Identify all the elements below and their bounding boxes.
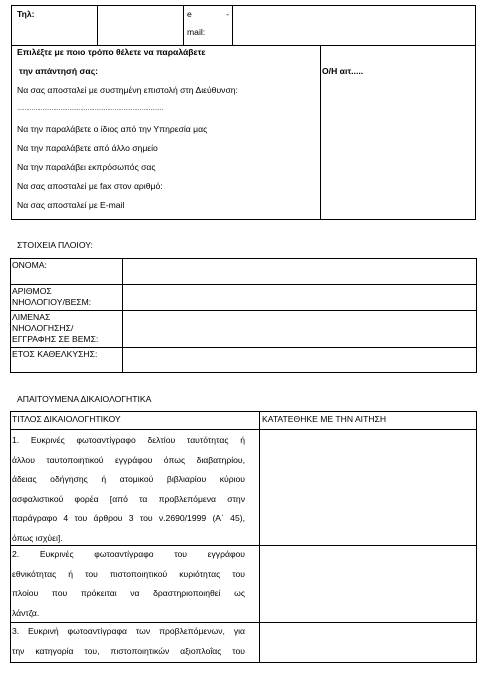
- email-label-line2: mail:: [187, 27, 206, 37]
- vessel-name-field[interactable]: [123, 259, 476, 284]
- delivery-heading-line2: την απάντησή σας:: [19, 66, 99, 76]
- phone-label: Τηλ:: [17, 9, 35, 19]
- document-2-submitted-cell[interactable]: [260, 546, 476, 622]
- delivery-option-representative[interactable]: Να την παραλάβει εκπρόσωπός σας: [17, 162, 156, 172]
- delivery-option-in-person[interactable]: Να την παραλάβετε ο ίδιος από την Υπηρεσία μας: [17, 124, 208, 134]
- launch-year-label: ΕΤΟΣ ΚΑΘΕΛΚΥΣΗΣ:: [12, 349, 98, 359]
- registry-number-field[interactable]: [123, 285, 476, 310]
- delivery-heading-line1: Επιλέξτε με ποιο τρόπο θέλετε να παραλάβετε: [17, 47, 206, 57]
- email-field[interactable]: [233, 6, 475, 45]
- document-item-3: 3. Ευκρινή φωτοαντίγραφα των προβλεπόμενων, για την κατηγορία του, πιστοποιητικών αξιοπλοΐας του: [12, 626, 245, 656]
- registry-number-label-line1: ΑΡΙΘΜΟΣ: [12, 286, 52, 296]
- document-item-2: 2. Ευκρινές φωτοαντίγραφο του εγγράφου εθνικότητας ή του πιστοποιητικού κυριότητας του πλοίου που πρόκειται να δραστηριοποιηθεί ως λάντζα.: [12, 549, 245, 618]
- phone-field[interactable]: [98, 6, 183, 45]
- vessel-name-label: ΟΝΟΜΑ:: [12, 260, 47, 270]
- address-dotted-line[interactable]: ………………………………………………………………………: [17, 106, 163, 112]
- document-1-submitted-cell[interactable]: [260, 430, 476, 545]
- delivery-option-registered-mail[interactable]: Να σας αποσταλεί με συστημένη επιστολή στη Διεύθυνση:: [17, 85, 238, 95]
- launch-year-field[interactable]: [123, 348, 476, 372]
- document-item-1: 1. Ευκρινές φωτοαντίγραφο δελτίου ταυτότητας ή άλλου ταυτοποιητικού εγγράφου όπως διαβατηρίου, άδειας οδήγησης ή ατομικού βιβλιαρίου κύριου ασφαλιστικού φορέα [από τα προβλεπόμενα στην παράγραφο 4 του άρθρου 3 του ν.2690/1999 (Α΄ 45), όπως ισχύει].: [12, 435, 245, 543]
- registry-port-label-line2: ΝΗΟΛΟΓΗΣΗΣ/: [12, 323, 74, 333]
- vessel-section-title: ΣΤΟΙΧΕΙΑ ΠΛΟΙΟΥ:: [17, 240, 93, 250]
- delivery-option-other-location[interactable]: Να την παραλάβετε από άλλο σημείο: [17, 143, 158, 153]
- delivery-option-email[interactable]: Να σας αποσταλεί με E-mail: [17, 200, 125, 210]
- email-label-line1: e -: [187, 9, 229, 19]
- col-header-document-title: ΤΙΤΛΟΣ ΔΙΚΑΙΟΛΟΓΗΤΙΚΟΥ: [12, 414, 121, 424]
- signature-label: Ο/Η αιτ.....: [322, 66, 364, 76]
- col-header-submitted: ΚΑΤΑΤΕΘΗΚΕ ΜΕ ΤΗΝ ΑΙΤΗΣΗ: [262, 414, 387, 424]
- delivery-option-fax[interactable]: Να σας αποσταλεί με fax στον αριθμό:: [17, 181, 163, 191]
- registry-port-field[interactable]: [123, 311, 476, 347]
- documents-section-title: ΑΠΑΙΤΟΥΜΕΝΑ ΔΙΚΑΙΟΛΟΓΗΤΙΚΑ: [17, 394, 152, 404]
- registry-number-label-line2: ΝΗΟΛΟΓΙΟΥ/ΒΕΣΜ:: [12, 297, 92, 307]
- registry-port-label-line1: ΛΙΜΕΝΑΣ: [12, 312, 51, 322]
- registry-port-label-line3: ΕΓΓΡΑΦΗΣ ΣΕ ΒΕΜΣ:: [12, 334, 99, 344]
- document-3-submitted-cell[interactable]: [260, 623, 476, 662]
